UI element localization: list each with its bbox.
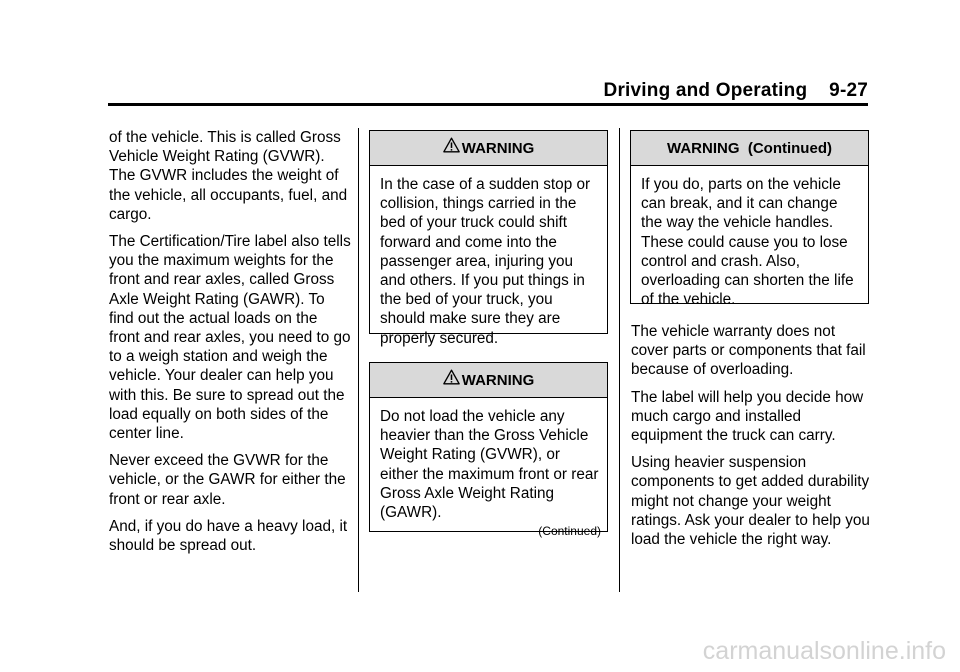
column-divider bbox=[619, 128, 620, 592]
warning-title: WARNING bbox=[461, 371, 535, 389]
warning-triangle-icon bbox=[443, 137, 460, 153]
paragraph: The label will help you decide how much cargo and installed equipment the truck can carry. bbox=[631, 388, 864, 445]
warning-box bbox=[369, 362, 608, 539]
warning-header bbox=[631, 131, 868, 166]
warning-box-continued bbox=[630, 130, 869, 309]
warning-title: WARNING (Continued) bbox=[667, 139, 832, 157]
warning-text: In the case of a sudden stop or collision, things carried in the bed of your truck could shift forward and come into the passenger area, injuring you and others. If you put things in the bed of your truck, you should make sure they are properly secured. bbox=[380, 176, 591, 347]
warning-text: If you do, parts on the vehicle can break, and it can change the way the vehicle handles. These could cause you to lose control and crash. Also, overloading can shorten the life of the vehicle. bbox=[641, 176, 854, 309]
warning-box bbox=[369, 130, 608, 347]
paragraph: Never exceed the GVWR for the vehicle, or the GAWR for either the front or rear axle. bbox=[109, 452, 346, 508]
paragraph: The Certification/Tire label also tells you the maximum weights for the front and rear axles, called Gross Axle Weight Rating (GAWR). To find out the actual loads on the front and rear axles, you need to go to a weigh station and weigh the vehicle. Your dealer can help you with this. Be sure to spread out the load equally on both sides of the center line. bbox=[109, 233, 351, 443]
paragraph: Using heavier suspension components to get added durability might not change your weight ratings. Ask your dealer to help you load the vehicle the right way. bbox=[631, 454, 870, 549]
page-number: 9-27 bbox=[829, 80, 868, 101]
warning-text: Do not load the vehicle any heavier than the Gross Vehicle Weight Rating (GVWR), or either the maximum front or rear Gross Axle Weight Rating (GAWR). bbox=[380, 408, 599, 522]
paragraph: The vehicle warranty does not cover parts or components that fail because of overloading. bbox=[631, 323, 866, 379]
header-rule bbox=[108, 103, 868, 106]
warning-header bbox=[370, 131, 607, 166]
paragraph: And, if you do have a heavy load, it should be spread out. bbox=[109, 517, 348, 555]
continued-label: (Continued) bbox=[538, 524, 601, 539]
warning-header bbox=[370, 363, 607, 398]
watermark: carmanualsonline.info bbox=[702, 637, 946, 665]
warning-title: WARNING bbox=[461, 139, 535, 157]
section-title: Driving and Operating bbox=[603, 80, 808, 101]
warning-triangle-icon bbox=[443, 369, 460, 385]
column-right bbox=[631, 322, 876, 557]
column-left bbox=[109, 128, 351, 563]
column-divider bbox=[358, 128, 359, 592]
paragraph: of the vehicle. This is called Gross Vehicle Weight Rating (GVWR). The GVWR includes the weight of the vehicle, all occupants, fuel, and cargo. bbox=[109, 129, 348, 223]
page-header bbox=[604, 80, 868, 102]
